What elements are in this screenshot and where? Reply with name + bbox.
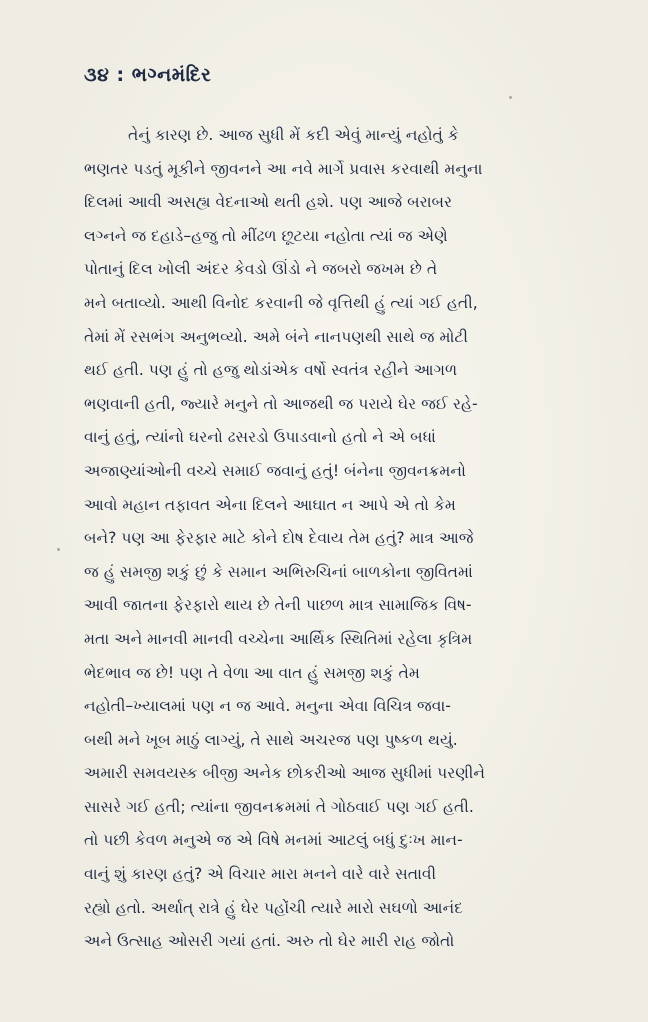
text-line: દિલમાં આવી અસહ્ય વેદનાઓ થતી હશે. પણ આજે બરાબર — [84, 193, 453, 212]
text-line: આવો મહાન તફાવત એના દિલને આઘાત ન આપે એ તો કેમ — [84, 495, 456, 514]
text-line: ભેદભાવ જ છે! પણ તે વેળા આ વાત હું સમજી શકું તેમ — [84, 663, 420, 682]
text-line: મતા અને માનવી માનવી વચ્ચેના આર્થિક સ્થિતિમાં રહેલા કૃત્રિમ — [84, 629, 473, 648]
text-line: સાસરે ગઈ હતી; ત્યાંના જીવનક્રમમાં તે ગોઠવાઈ પણ ગઈ હતી. — [84, 797, 474, 816]
text-line: પોતાનું દિલ ખોલી અંદર કેવડો ઊંડો ને જબરો જખમ છે તે — [84, 260, 438, 279]
text-line: ભણતર પડતું મૂકીને જીવનને આ નવે માર્ગે પ્રવાસ કરવાથી મનુના — [84, 159, 483, 178]
text-line: જ હું સમજી શકું છું કે સમાન અભિરુચિનાં બાળકોના જીવિતમાં — [84, 562, 473, 581]
text-line: તો પછી કેવળ મનુએ જ એ વિષે મનમાં આટલું બધું દુઃખ માન- — [84, 831, 463, 850]
text-line: અને ઉત્સાહ ઓસરી ગયાં હતાં. અરુ તો ઘેર મારી રાહ જોતો — [84, 932, 455, 951]
text-line: આવી જાતના ફેરફારો થાય છે તેની પાછળ માત્ર સામાજિક વિષ- — [84, 596, 472, 615]
text-line: અમારી સમવયસ્ક બીજી અનેક છોકરીઓ આજ સુધીમાં પરણીને — [84, 764, 485, 783]
text-line: વાનું હતું, ત્યાંનો ઘરનો ઢસરડો ઉપાડવાનો હતો ને એ બધાં — [84, 428, 436, 447]
paper-speck — [57, 548, 60, 551]
text-line: લગ્નને જ દહાડે–હજુ તો મીંઢળ છૂટયા નહોતા ત્યાં જ એણે — [84, 226, 448, 245]
text-line: બથી મને ખૂબ માઠું લાગ્યું, તે સાથે અચરજ પણ પુષ્કળ થયું. — [84, 730, 458, 749]
text-line: વાનું શું કારણ હતું? એ વિચાર મારા મનને વારે વારે સતાવી — [84, 865, 437, 884]
body-text — [84, 119, 624, 959]
paper-speck — [509, 96, 512, 99]
text-line: અજાણ્યાંઓની વચ્ચે સમાઈ જવાનું હતું! બંનેના જીવનક્રમનો — [84, 461, 466, 480]
text-line: ભણવાની હતી, જ્યારે મનુને તો આજથી જ પરાયે ઘેર જઈ રહે- — [84, 394, 478, 413]
text-line: રહ્યો હતો. અર્થાત્ રાત્રે હું ઘેર પહોંચી ત્યારે મારો સઘળો આનંદ — [84, 898, 463, 917]
text-line: મને બતાવ્યો. આથી વિનોદ કરવાની જે વૃત્તિથી હું ત્યાં ગઈ હતી, — [84, 293, 478, 312]
text-line: બને? પણ આ ફેરફાર માટે કોને દોષ દેવાય તેમ હતું? માત્ર આજે — [84, 529, 474, 548]
text-line: નહોતી–ખ્યાલમાં પણ ન જ આવે. મનુના એવા વિચિત્ર જવા- — [84, 697, 451, 716]
running-head: ૩૪ : ભગ્નમંદિર — [84, 64, 212, 86]
text-line: તેનું કારણ છે. આજ સુધી મેં કદી એવું માન્યું નહોતું કે — [128, 126, 459, 144]
text-line: થઈ હતી. પણ હું તો હજુ થોડાંએક વર્ષો સ્વતંત્ર રહીને આગળ — [84, 361, 458, 380]
text-line: તેમાં મેં રસભંગ અનુભવ્યો. અમે બંને નાનપણથી સાથે જ મોટી — [84, 327, 468, 346]
